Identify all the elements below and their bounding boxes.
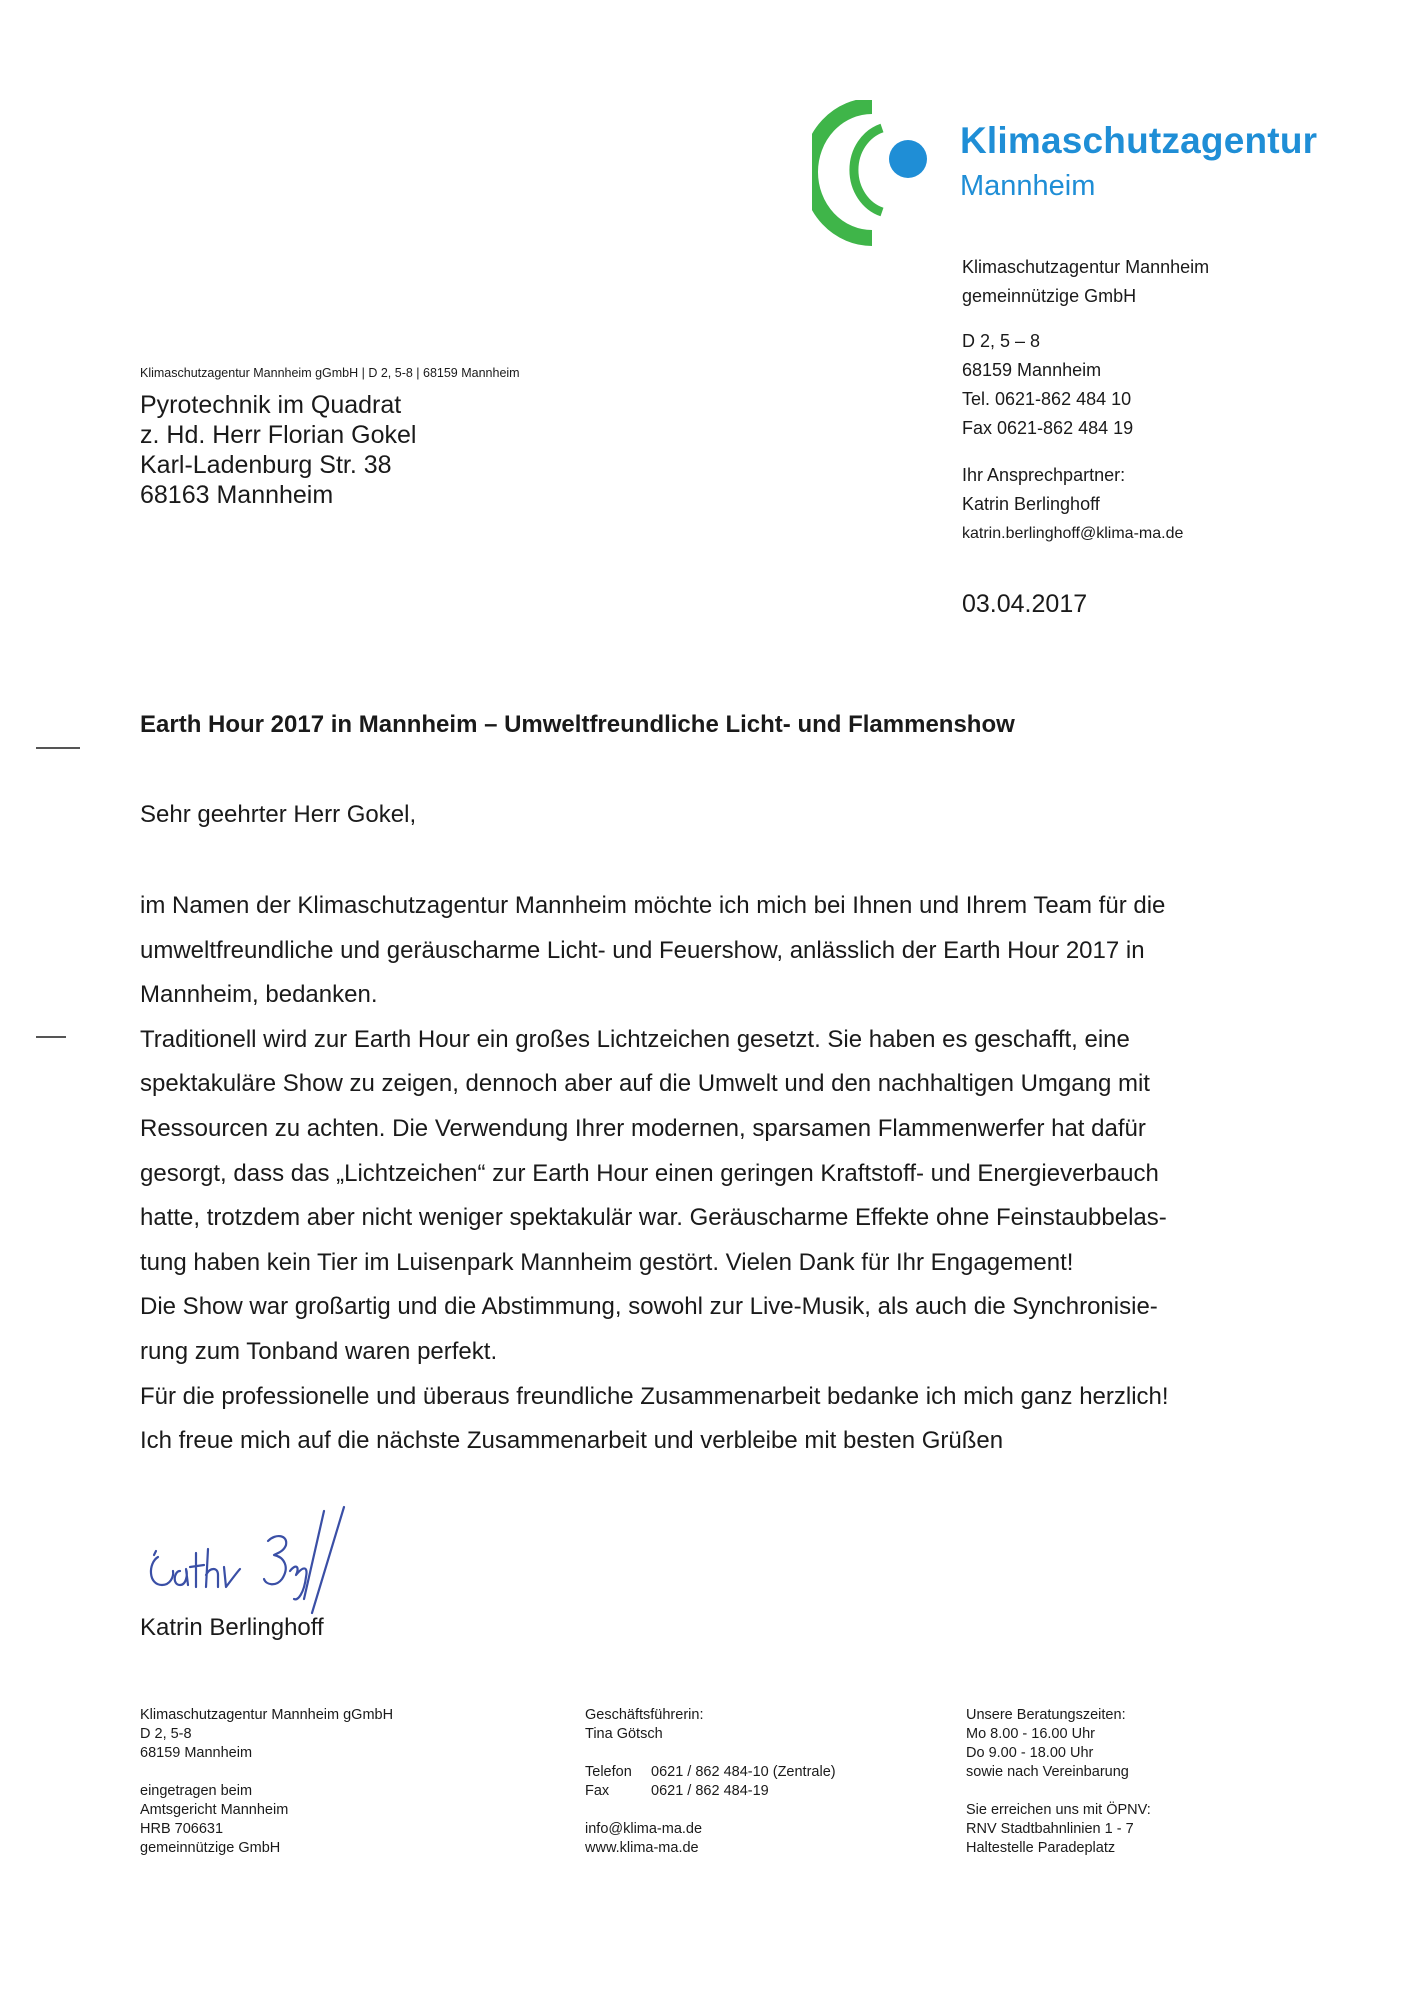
handwritten-signature [140,1505,430,1615]
footer-fax-value: 0621 / 862 484-19 [651,1783,769,1799]
footer-transit-stop: Haltestelle Paradeplatz [966,1840,1116,1856]
footer-court: Amtsgericht Mannheim [140,1802,289,1818]
contact-label: Ihr Ansprechpartner: [962,465,1126,485]
body-line: Ressourcen zu achten. Die Verwendung Ihrer modernen, sparsamen Flammenwerfer hat dafür [140,1114,1146,1142]
footer-registered: eingetragen beim [140,1783,253,1799]
footer-ceo-label: Geschäftsführerin: [585,1707,704,1723]
sender-street: D 2, 5 – 8 [962,331,1041,351]
footer-phone [585,1763,836,1782]
footer-transit-label: Sie erreichen uns mit ÖPNV: [966,1802,1151,1818]
sender-phone: Tel. 0621-862 484 10 [962,389,1132,409]
body-line: umweltfreundliche und geräuscharme Licht- und Feuershow, anlässlich der Earth Hour 2017 in [140,936,1145,964]
sender-org-name: Klimaschutzagentur Mannheim [962,257,1210,277]
footer-hrb: HRB 706631 [140,1821,224,1837]
organization-logo [812,100,1352,250]
body-line: tung haben kein Tier im Luisenpark Mannheim gestört. Vielen Dank für Ihr Engagement! [140,1248,1074,1276]
footer-hours-mo: Mo 8.00 - 16.00 Uhr [966,1726,1095,1742]
recipient-address [140,390,416,510]
sender-fax: Fax 0621-862 484 19 [962,418,1134,438]
letter-date: 03.04.2017 [962,590,1088,618]
footer-company-type: gemeinnützige GmbH [140,1840,281,1856]
footer-hours-do: Do 9.00 - 18.00 Uhr [966,1745,1094,1761]
body-line: Mannheim, bedanken. [140,981,378,1009]
recipient-company: Pyrotechnik im Quadrat [140,391,402,419]
recipient-city: 68163 Mannheim [140,481,334,509]
body-line: Traditionell wird zur Earth Hour ein großes Lichtzeichen gesetzt. Sie haben es geschafft, eine [140,1025,1130,1053]
footer-hours-label: Unsere Beratungszeiten: [966,1707,1126,1723]
fold-mark-top [36,747,80,749]
contact-email: katrin.berlinghoff@klima-ma.de [962,525,1184,542]
sender-city: 68159 Mannheim [962,360,1102,380]
body-line: Ich freue mich auf die nächste Zusammenarbeit und verbleibe mit besten Grüßen [140,1427,1004,1455]
contact-name: Katrin Berlinghoff [962,494,1100,514]
footer-fax-label: Fax [585,1783,610,1799]
klimaschutzagentur-logo-icon [812,100,932,250]
letter-body [140,884,1270,1464]
body-line: rung zum Tonband waren perfekt. [140,1337,498,1365]
footer-hours-column [966,1706,1151,1858]
recipient-attention: z. Hd. Herr Florian Gokel [140,421,417,449]
footer-transit-lines: RNV Stadtbahnlinien 1 - 7 [966,1821,1134,1837]
body-line: gesorgt, dass das „Lichtzeichen“ zur Earth Hour einen geringen Kraftstoff- und Energieverbauch [140,1159,1159,1187]
return-address-line: Klimaschutzagentur Mannheim gGmbH | D 2, 5-8 | 68159 Mannheim [140,366,520,380]
footer-phone-label: Telefon [585,1764,632,1780]
fold-mark-middle [36,1036,66,1038]
footer-fax [585,1782,836,1801]
letter-subject: Earth Hour 2017 in Mannheim – Umweltfreundliche Licht- und Flammenshow [140,711,1015,738]
footer-phone-value: 0621 / 862 484-10 (Zentrale) [651,1764,836,1780]
recipient-street: Karl-Ladenburg Str. 38 [140,451,392,479]
footer-ceo-name: Tina Götsch [585,1726,663,1742]
body-line: Die Show war großartig und die Abstimmung, sowohl zur Live-Musik, als auch die Synchronisie- [140,1293,1158,1321]
body-line: hatte, trotzdem aber nicht weniger spektakulär war. Geräuscharme Effekte ohne Feinstaubbelas- [140,1204,1167,1232]
footer-street: D 2, 5-8 [140,1726,192,1742]
footer-website: www.klima-ma.de [585,1840,699,1856]
sender-org-type: gemeinnützige GmbH [962,286,1137,306]
sender-info-block [962,253,1382,548]
footer-contact-column [585,1706,836,1858]
footer-company-name: Klimaschutzagentur Mannheim gGmbH [140,1707,394,1723]
logo-name-line2: Mannheim [960,170,1096,202]
footer-city: 68159 Mannheim [140,1745,253,1761]
signer-name: Katrin Berlinghoff [140,1614,324,1641]
footer-email: info@klima-ma.de [585,1821,703,1837]
letter-salutation: Sehr geehrter Herr Gokel, [140,801,417,828]
body-line: spektakuläre Show zu zeigen, dennoch aber auf die Umwelt und den nachhaltigen Umgang mit [140,1070,1150,1098]
footer-hours-other: sowie nach Vereinbarung [966,1764,1129,1780]
body-line: im Namen der Klimaschutzagentur Mannheim möchte ich mich bei Ihnen und Ihrem Team für die [140,892,1166,919]
footer-company-column [140,1706,393,1858]
body-line: Für die professionelle und überaus freundliche Zusammenarbeit bedanke ich mich ganz herzlich! [140,1382,1169,1410]
logo-name-line1: Klimaschutzagentur [960,120,1318,161]
